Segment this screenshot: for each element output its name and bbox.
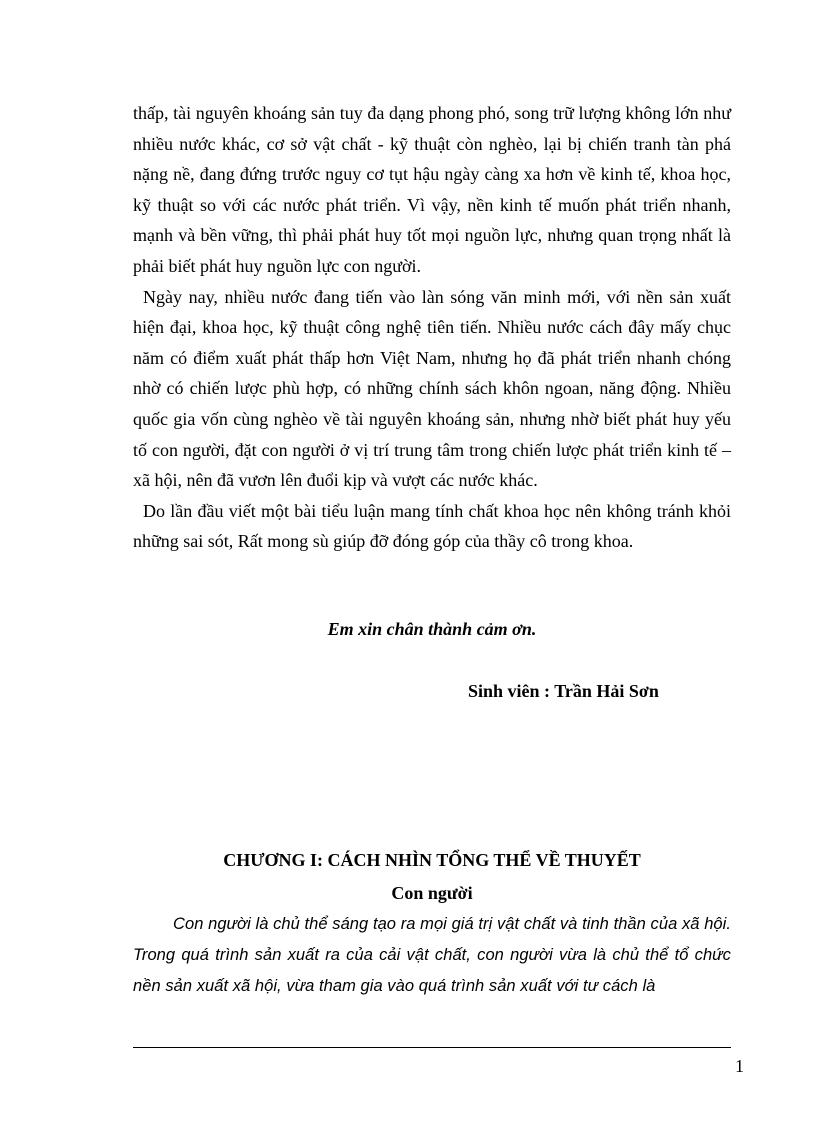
chapter-title: CHƯƠNG I: CÁCH NHÌN TỔNG THỂ VỀ THUYẾT	[223, 850, 641, 870]
chapter-intro-paragraph: Con người là chủ thể sáng tạo ra mọi giá trị vật chất và tinh thần của xã hội. Trong quá trình sản xuất ra của cải vật chất, con người vừa là chủ thể tổ chức nền sản xuất xã hội, vừa tham gia vào quá trình sản xuất với tư cách là	[133, 915, 731, 995]
body-paragraph-2: Ngày nay, nhiều nước đang tiến vào làn sóng văn minh mới, với nền sản xuất hiện đại, khoa học, kỹ thuật công nghệ tiên tiến. Nhiều nước cách đây mấy chục năm có điểm xuất phát thấp hơn Việt Nam, nhưng họ đã phát triển nhanh chóng nhờ có chiến lược phù hợp, có những chính sách khôn ngoan, năng động. Nhiều quốc gia vốn cùng nghèo về tài nguyên khoáng sản, nhưng nhờ biết phát huy yếu tố con người, đặt con người ở vị trí trung tâm trong chiến lược phát triển kinh tế – xã hội, nên đã vươn lên đuổi kịp và vượt các nước khác.	[133, 286, 731, 491]
chapter-subtitle: Con người	[391, 883, 473, 903]
page-number: 1	[735, 1056, 744, 1076]
body-paragraph-3: Do lần đầu viết một bài tiểu luận mang tính chất khoa học nên không tránh khỏi những sai sót, Rất mong sù giúp đỡ đóng góp của thầy cô trong khoa.	[133, 500, 731, 552]
document-page	[133, 98, 731, 995]
student-signature: Sinh viên : Trần Hải Sơn	[468, 681, 659, 701]
footer-divider	[133, 1047, 731, 1048]
thanks-line: Em xin chân thành cảm ơn.	[327, 619, 537, 639]
body-paragraph-1: thấp, tài nguyên khoáng sản tuy đa dạng phong phó, song trữ lượng không lớn như nhiều nước khác, cơ sở vật chất - kỹ thuật còn nghèo, lại bị chiến tranh tàn phá nặng nề, đang đứng trước nguy cơ tụt hậu ngày càng xa hơn về kinh tế, khoa học, kỹ thuật so với các nước phát triển. Vì vậy, nền kinh tế muốn phát triển nhanh, mạnh và bền vững, thì phải phát huy tốt mọi nguồn lực, nhưng quan trọng nhất là phải biết phát huy nguồn lực con người.	[133, 103, 731, 276]
